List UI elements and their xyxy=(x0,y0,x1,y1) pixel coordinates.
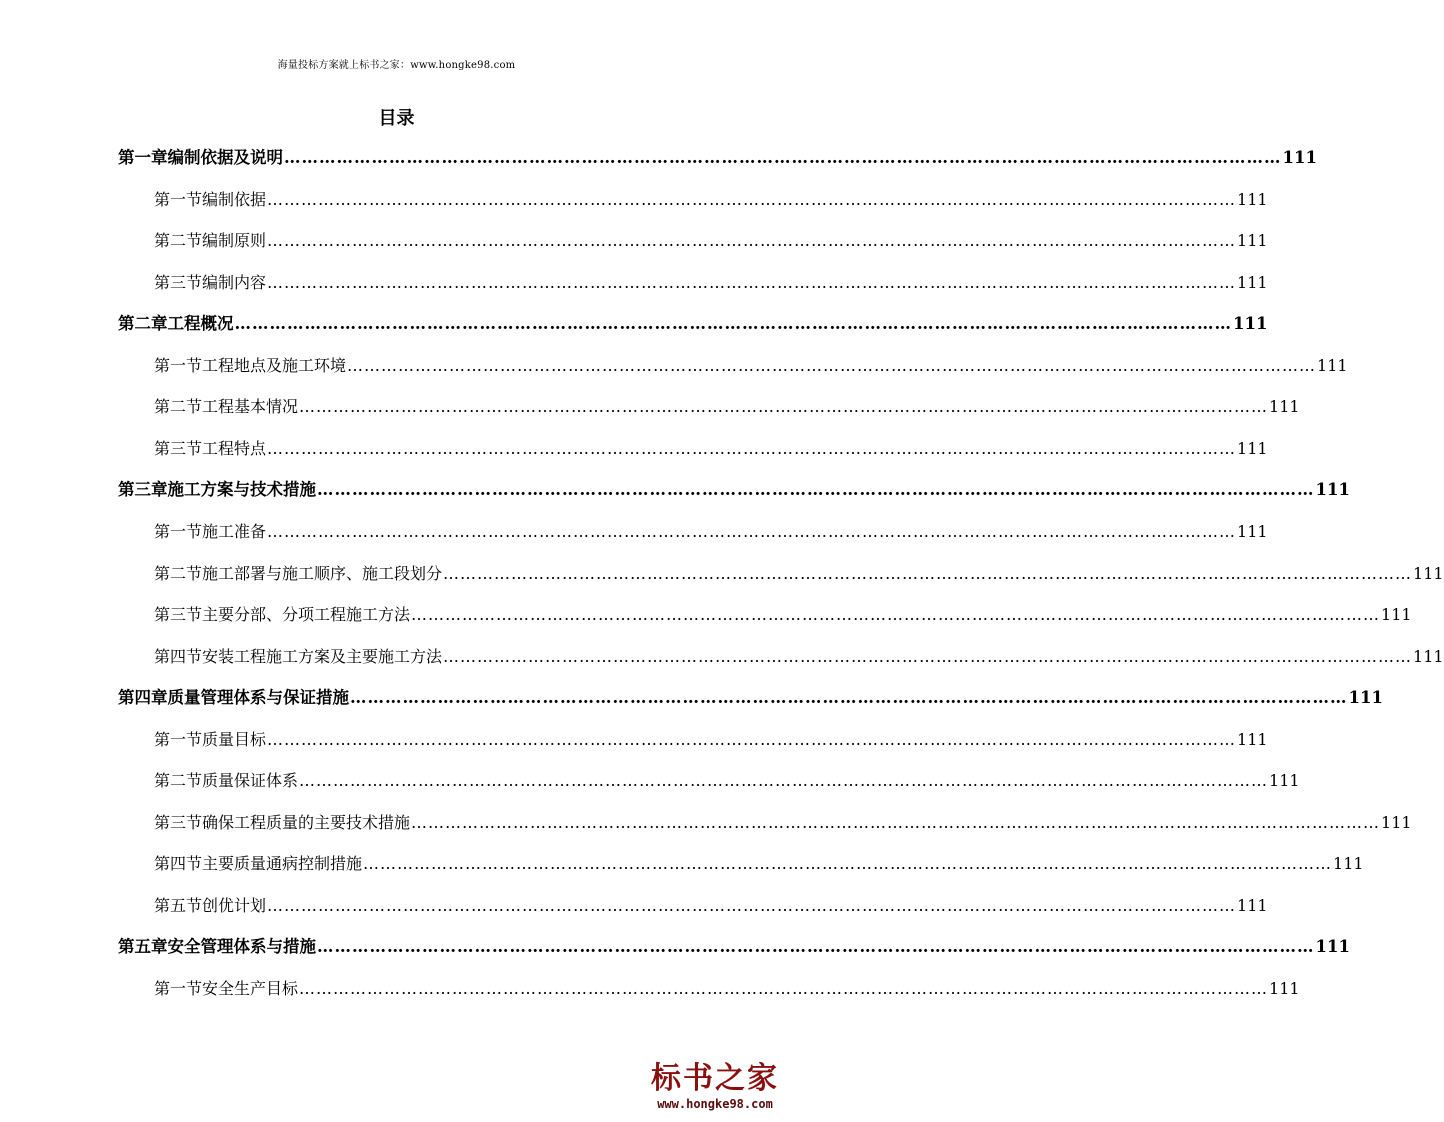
toc-entry-title: 质量保证体系 xyxy=(202,771,299,790)
toc-entry-title: 施工准备 xyxy=(202,522,267,541)
toc-entry-number: 第一节 xyxy=(154,979,203,998)
toc-section-entry[interactable] xyxy=(154,968,1300,1009)
toc-entry-page: 111 xyxy=(1315,480,1350,499)
toc-entry-number: 第二节 xyxy=(154,231,203,250)
logo-title: 标书之家 xyxy=(651,1061,779,1096)
toc-entry-title: 编制内容 xyxy=(202,273,267,292)
toc-leader-dots: ……………………………………………………………………………………………………………………………………………………… xyxy=(284,148,1282,167)
toc-entry-title: 质量管理体系与保证措施 xyxy=(167,688,349,707)
toc-section-entry[interactable] xyxy=(154,511,1268,552)
toc-leader-dots: ……………………………………………………………………………………………………………………………………………………… xyxy=(267,273,1237,292)
toc-section-entry[interactable] xyxy=(154,885,1268,926)
toc-entry-page: 111 xyxy=(1233,314,1268,333)
brand-logo xyxy=(640,1062,790,1118)
toc-leader-dots: ……………………………………………………………………………………………………………………………………………………… xyxy=(299,771,1269,790)
toc-entry-page: 111 xyxy=(1333,854,1364,873)
toc-entry-page: 111 xyxy=(1269,979,1300,998)
toc-entry-page: 111 xyxy=(1413,647,1444,666)
toc-entry-title: 安全生产目标 xyxy=(202,979,299,998)
toc-entry-title: 工程地点及施工环境 xyxy=(202,356,347,375)
toc-leader-dots: ……………………………………………………………………………………………………………………………………………………… xyxy=(234,314,1232,333)
toc-leader-dots: ……………………………………………………………………………………………………………………………………………………… xyxy=(267,190,1237,209)
toc-section-entry[interactable] xyxy=(154,594,1412,635)
toc-entry-number: 第三节 xyxy=(154,273,203,292)
toc-entry-number: 第一节 xyxy=(154,730,203,749)
toc-section-entry[interactable] xyxy=(154,386,1300,427)
toc-entry-title: 质量目标 xyxy=(202,730,267,749)
toc-entry-number: 第五节 xyxy=(154,896,203,915)
toc-entry-title: 编制原则 xyxy=(202,231,267,250)
toc-entry-number: 第一节 xyxy=(154,522,203,541)
toc-entry-title: 主要质量通病控制措施 xyxy=(202,854,363,873)
toc-entry-title: 施工方案与技术措施 xyxy=(167,480,316,499)
toc-entry-number: 第五章 xyxy=(118,937,168,956)
toc-entry-number: 第四章 xyxy=(118,688,168,707)
toc-leader-dots: ……………………………………………………………………………………………………………………………………………………… xyxy=(443,647,1413,666)
toc-entry-title: 安全管理体系与措施 xyxy=(167,937,316,956)
toc-leader-dots: ……………………………………………………………………………………………………………………………………………………… xyxy=(299,979,1269,998)
toc-entry-number: 第四节 xyxy=(154,647,203,666)
page-header: 海量投标方案就上标书之家：www.hongke98.com xyxy=(277,60,516,71)
toc-entry-title: 工程特点 xyxy=(202,439,267,458)
toc-leader-dots: ……………………………………………………………………………………………………………………………………………………… xyxy=(267,896,1237,915)
toc-entry-number: 第三章 xyxy=(118,480,168,499)
toc-chapter-entry[interactable] xyxy=(118,469,1350,510)
toc-entry-page: 111 xyxy=(1237,273,1268,292)
toc-section-entry[interactable] xyxy=(154,428,1268,469)
toc-entry-number: 第三节 xyxy=(154,605,203,624)
toc-entry-number: 第一章 xyxy=(118,148,168,167)
toc-chapter-entry[interactable] xyxy=(118,137,1317,178)
toc-entry-page: 111 xyxy=(1381,813,1412,832)
toc-section-entry[interactable] xyxy=(154,345,1348,386)
toc-chapter-entry[interactable] xyxy=(118,303,1268,344)
toc-entry-title: 施工部署与施工顺序、施工段划分 xyxy=(202,564,443,583)
toc-entry-number: 第三节 xyxy=(154,439,203,458)
toc-title: 目录 xyxy=(378,108,415,129)
toc-entry-page: 111 xyxy=(1237,522,1268,541)
toc-entry-title: 工程概况 xyxy=(167,314,234,333)
toc-leader-dots: ……………………………………………………………………………………………………………………………………………………… xyxy=(317,937,1315,956)
toc-entry-page: 111 xyxy=(1237,231,1268,250)
toc-entry-title: 编制依据及说明 xyxy=(167,148,283,167)
toc-entry-page: 111 xyxy=(1315,937,1350,956)
toc-leader-dots: ……………………………………………………………………………………………………………………………………………………… xyxy=(267,439,1237,458)
toc-leader-dots: ……………………………………………………………………………………………………………………………………………………… xyxy=(363,854,1333,873)
toc-entry-number: 第二节 xyxy=(154,771,203,790)
toc-entry-number: 第二章 xyxy=(118,314,168,333)
toc-entry-page: 111 xyxy=(1269,771,1300,790)
toc-entry-page: 111 xyxy=(1348,688,1383,707)
toc-section-entry[interactable] xyxy=(154,843,1364,884)
toc-entry-title: 确保工程质量的主要技术措施 xyxy=(202,813,411,832)
toc-section-entry[interactable] xyxy=(154,179,1268,220)
toc-entry-number: 第一节 xyxy=(154,190,203,209)
toc-entry-number: 第四节 xyxy=(154,854,203,873)
toc-chapter-entry[interactable] xyxy=(118,926,1350,967)
toc-entry-page: 111 xyxy=(1282,148,1317,167)
toc-entry-page: 111 xyxy=(1237,896,1268,915)
toc-leader-dots: ……………………………………………………………………………………………………………………………………………………… xyxy=(411,605,1381,624)
toc-chapter-entry[interactable] xyxy=(118,677,1383,718)
toc-entry-title: 安装工程施工方案及主要施工方法 xyxy=(202,647,443,666)
logo-url: www.hongke98.com xyxy=(657,1097,773,1111)
toc-section-entry[interactable] xyxy=(154,553,1444,594)
toc-section-entry[interactable] xyxy=(154,220,1268,261)
toc-section-entry[interactable] xyxy=(154,262,1268,303)
toc-leader-dots: ……………………………………………………………………………………………………………………………………………………… xyxy=(267,522,1237,541)
toc-entry-title: 工程基本情况 xyxy=(202,397,299,416)
toc-entry-page: 111 xyxy=(1381,605,1412,624)
toc-leader-dots: ……………………………………………………………………………………………………………………………………………………… xyxy=(443,564,1413,583)
toc-section-entry[interactable] xyxy=(154,760,1300,801)
toc-leader-dots: ……………………………………………………………………………………………………………………………………………………… xyxy=(347,356,1317,375)
toc-entry-page: 111 xyxy=(1413,564,1444,583)
toc-entry-number: 第二节 xyxy=(154,397,203,416)
toc-entry-page: 111 xyxy=(1237,439,1268,458)
toc-leader-dots: ……………………………………………………………………………………………………………………………………………………… xyxy=(299,397,1269,416)
toc-section-entry[interactable] xyxy=(154,719,1268,760)
toc-entry-title: 创优计划 xyxy=(202,896,267,915)
toc-leader-dots: ……………………………………………………………………………………………………………………………………………………… xyxy=(350,688,1348,707)
toc-entry-title: 主要分部、分项工程施工方法 xyxy=(202,605,411,624)
toc-section-entry[interactable] xyxy=(154,636,1444,677)
toc-entry-number: 第一节 xyxy=(154,356,203,375)
toc-section-entry[interactable] xyxy=(154,802,1412,843)
toc-entry-number: 第二节 xyxy=(154,564,203,583)
toc-entry-title: 编制依据 xyxy=(202,190,267,209)
toc-leader-dots: ……………………………………………………………………………………………………………………………………………………… xyxy=(267,231,1237,250)
toc-leader-dots: ……………………………………………………………………………………………………………………………………………………… xyxy=(317,480,1315,499)
toc-leader-dots: ……………………………………………………………………………………………………………………………………………………… xyxy=(267,730,1237,749)
toc-entry-page: 111 xyxy=(1317,356,1348,375)
toc-entry-page: 111 xyxy=(1237,190,1268,209)
toc-entry-page: 111 xyxy=(1237,730,1268,749)
toc-leader-dots: ……………………………………………………………………………………………………………………………………………………… xyxy=(411,813,1381,832)
toc-entry-page: 111 xyxy=(1269,397,1300,416)
toc-entry-number: 第三节 xyxy=(154,813,203,832)
